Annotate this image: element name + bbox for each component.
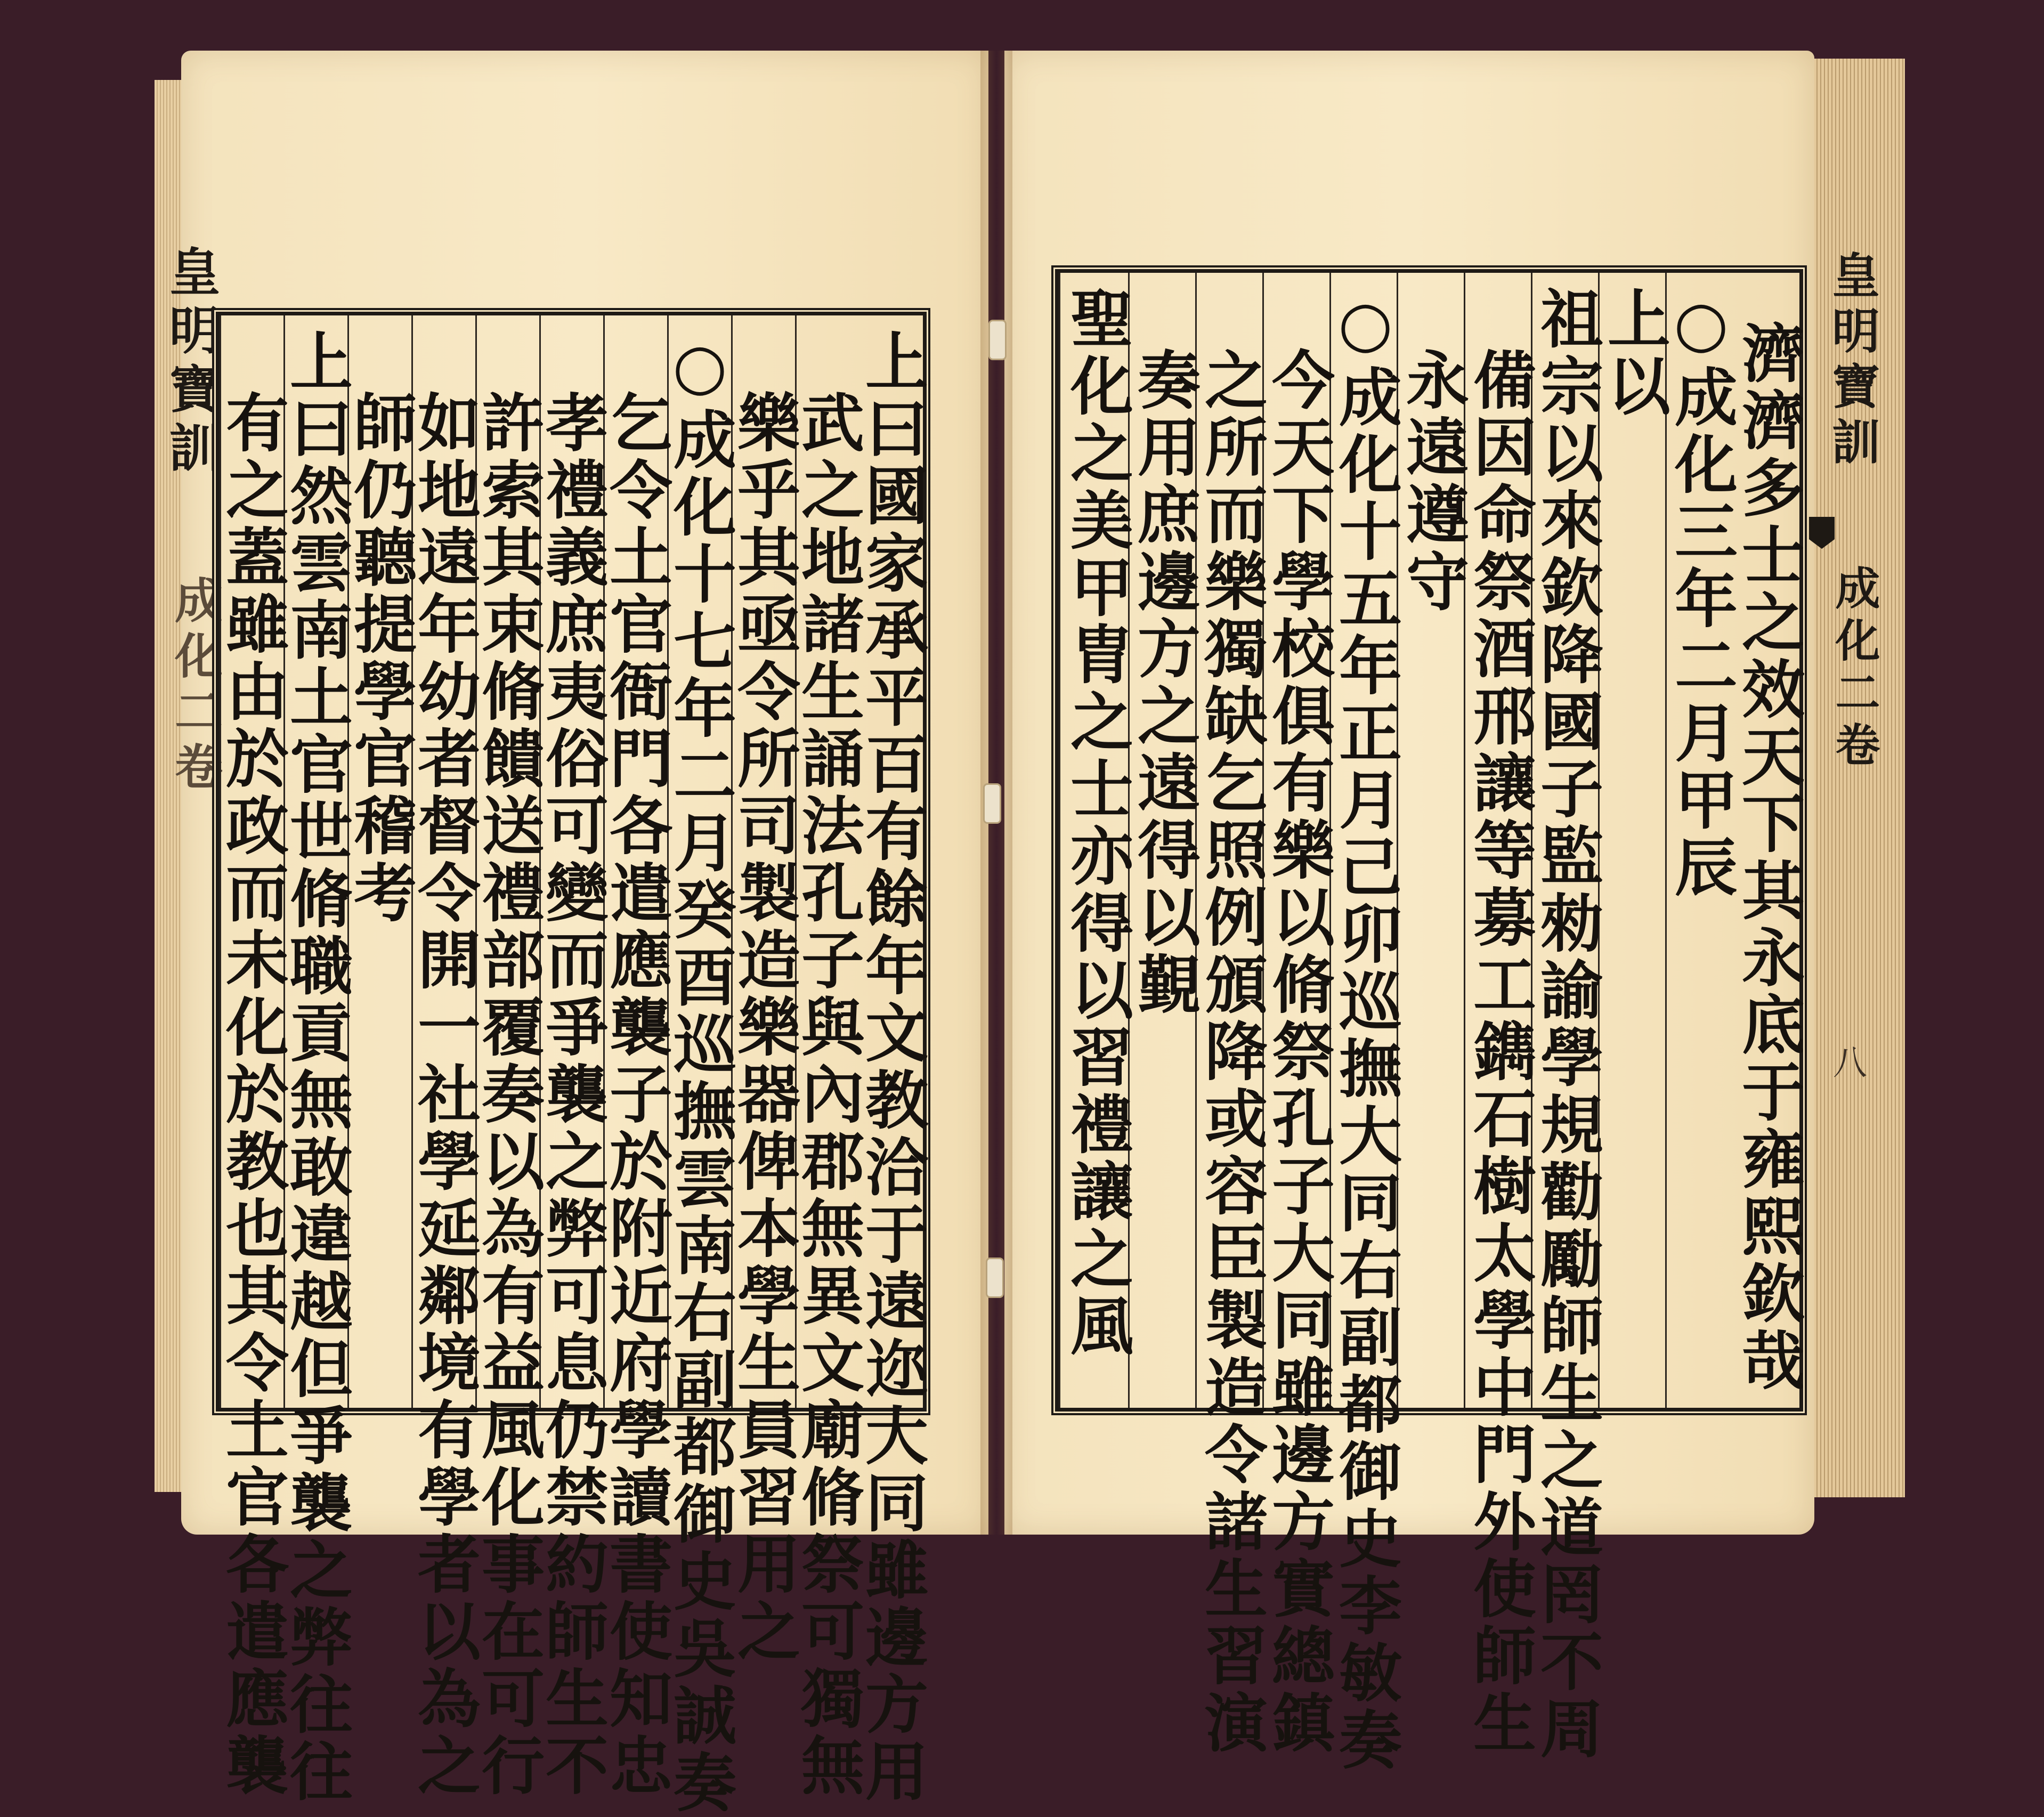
left-running-head-section: 成化二卷: [166, 575, 223, 797]
column-text: 今天下學校俱有樂以脩祭孔子大同雖邊方實總鎮: [1261, 347, 1335, 1757]
column-text: 許索其束脩饋送禮部覆奏以為有益風化事在可行: [471, 390, 545, 1800]
text-column: [1597, 273, 1671, 1408]
column-text: 濟濟多士之效天下其永底于雍熙欽哉: [1731, 321, 1805, 1395]
text-column: [663, 315, 737, 1817]
text-column: [727, 315, 801, 1666]
column-text: 聖化之美甲胄之士亦得以習禮讓之風: [1060, 286, 1134, 1360]
column-text: 如地遠年幼者督令開一社學延鄰境有學者以為之: [407, 390, 481, 1800]
column-text: ○成化三年二月甲辰: [1664, 286, 1738, 902]
right-running-head: [1817, 250, 1886, 472]
right-running-head-section-wrap: [1822, 565, 1887, 774]
text-column: [855, 315, 929, 1806]
text-column: [1731, 273, 1805, 1408]
text-column: [279, 315, 353, 1806]
text-column: [1261, 273, 1335, 1757]
column-text: 上以: [1597, 286, 1671, 420]
binding-stitch: [983, 783, 1001, 824]
text-column: [1194, 273, 1268, 1757]
column-text: 祖宗以來欽降國子監勑諭學規勸勵師生之道罔不周: [1530, 286, 1604, 1763]
text-column: [1396, 273, 1470, 1408]
text-column: [1530, 273, 1604, 1763]
column-text: 武之地諸生誦法孔子與內郡無異文廟脩祭可獨無: [791, 390, 865, 1800]
column-text: 有之蓋雖由於政而未化於教也其令土官各遣應襲: [215, 390, 289, 1800]
column-text: 之所而樂獨缺乞照例頒降或容臣製造令諸生習演: [1194, 347, 1268, 1757]
right-text-frame: [1055, 269, 1805, 1774]
text-column: [1328, 273, 1402, 1774]
binding-stitch: [986, 1258, 1004, 1298]
text-column: [1664, 273, 1738, 1408]
column-text: ○成化十七年二月癸酉巡撫雲南右副都御史吳誠奏: [663, 329, 737, 1817]
binding-stitch: [988, 320, 1007, 360]
column-text: 奏用庶邊方之遠得以覲: [1127, 347, 1201, 1019]
text-column: [407, 315, 481, 1800]
column-text: 備因命祭酒邢讓等募工鐫石樹太學中門外使師生: [1463, 347, 1537, 1757]
column-text: ○成化十五年正月己卯巡撫大同右副都御史李敏奏: [1328, 286, 1402, 1774]
column-text: 上曰國家承平百有餘年文教洽于遠迩大同雖邊方用: [855, 329, 929, 1806]
column-text: 樂乎其亟令所司製造樂器俾本學生員習用之: [727, 390, 801, 1666]
left-text-frame: [215, 312, 929, 1817]
text-column: [791, 315, 865, 1800]
text-column: [1127, 273, 1201, 1408]
text-column: [1059, 273, 1134, 1408]
text-column: [599, 315, 673, 1800]
left-running-head-title: 皇明寶訓: [161, 245, 221, 480]
column-text: 師仍聽提學官稽考: [343, 390, 417, 927]
right-running-head-title: 皇明寶訓: [1823, 250, 1880, 472]
text-column: [471, 315, 545, 1800]
column-text: 孝禮義庶夷俗可變而爭襲之弊可息仍禁約師生不: [535, 390, 609, 1800]
page-number: 八: [1827, 1044, 1867, 1078]
column-text: 乞令土官衙門各遣應襲子於附近府學讀書使知忠: [599, 390, 673, 1800]
text-column: [1463, 273, 1537, 1757]
column-text: 永遠遵守: [1396, 347, 1470, 616]
text-column: [535, 315, 609, 1800]
text-column: [343, 315, 417, 1408]
column-text: 上曰然雲南土官世脩職貢無敢違越但爭襲之弊往往: [279, 329, 353, 1806]
text-column: [215, 315, 289, 1800]
right-running-head-section: 成化二卷: [1828, 565, 1881, 774]
